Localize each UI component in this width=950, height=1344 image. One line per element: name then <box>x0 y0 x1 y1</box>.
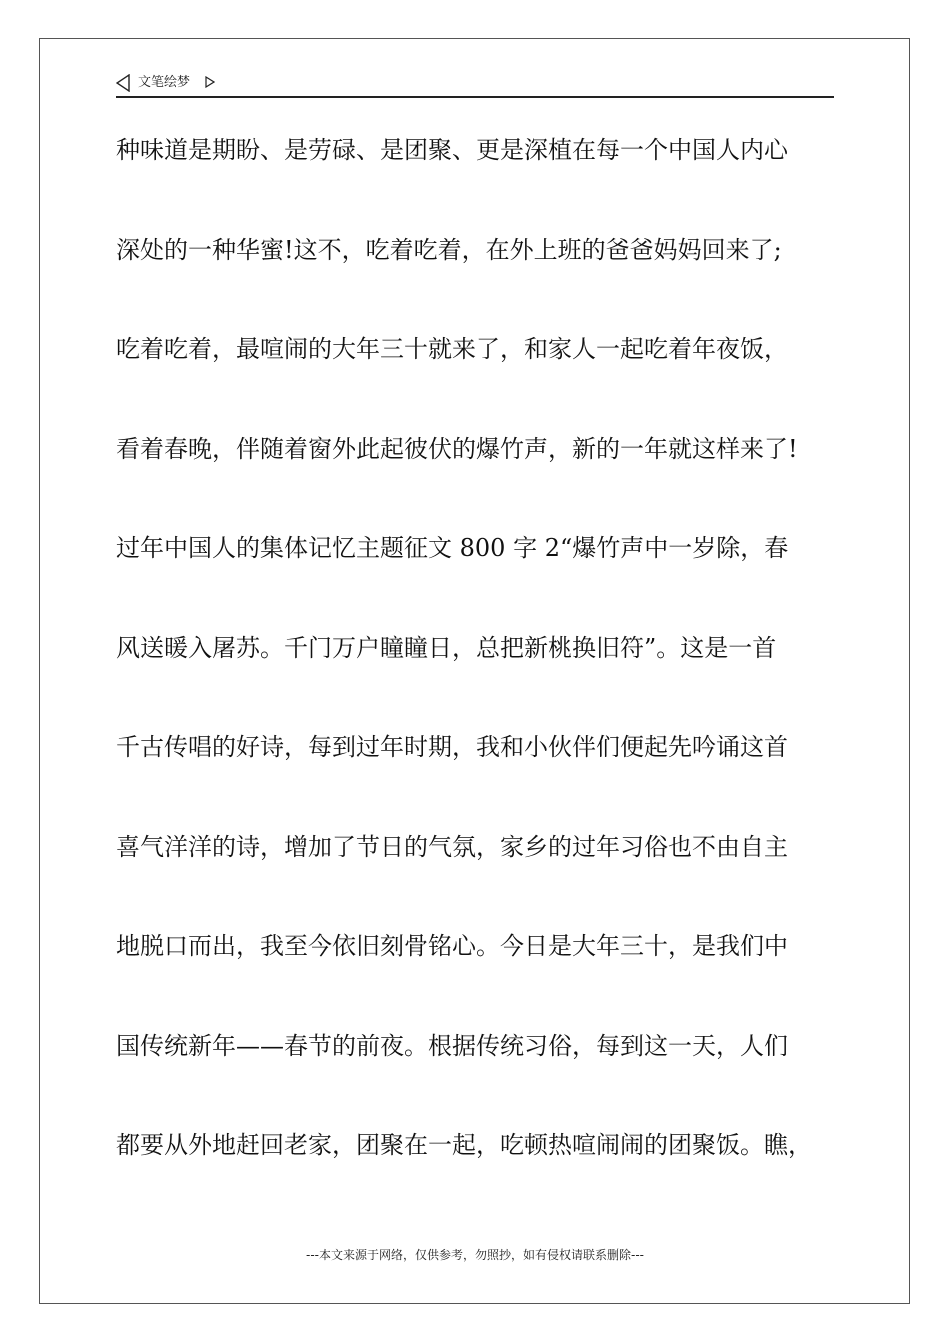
body-text <box>116 130 846 1225</box>
text-line: 深处的一种华蜜!这不，吃着吃着，在外上班的爸爸妈妈回来了; <box>116 235 782 264</box>
footer-disclaimer: ---本文来源于网络，仅供参考，勿照抄，如有侵权请联系删除--- <box>306 1248 644 1262</box>
text-line: 看着春晚，伴随着窗外此起彼伏的爆竹声，新的一年就这样来了! <box>116 434 798 463</box>
text-line: 地脱口而出，我至今依旧刻骨铭心。今日是大年三十，是我们中 <box>116 932 788 960</box>
text-line: 吃着吃着，最喧闹的大年三十就来了，和家人一起吃着年夜饭， <box>116 335 788 363</box>
triangle-right-icon <box>205 76 215 88</box>
text-line: 喜气洋洋的诗，增加了节日的气氛，家乡的过年习俗也不由自主 <box>116 832 788 861</box>
text-line: 种味道是期盼、是劳碌、是团聚、更是深植在每一个中国人内心 <box>116 136 788 164</box>
text-line: 国传统新年——春节的前夜。根据传统习俗，每到这一天，人们 <box>116 1031 788 1060</box>
text-line: 千古传唱的好诗，每到过年时期，我和小伙伴们便起先吟诵这首 <box>116 733 788 761</box>
header-title: 文笔绘梦 <box>138 75 191 90</box>
text-line: 都要从外地赶回老家，团聚在一起，吃顿热喧闹闹的团聚饭。瞧， <box>116 1131 812 1159</box>
text-line: 过年中国人的集体记忆主题征文 800 字 2“爆竹声中一岁除，春 <box>116 534 789 562</box>
text-line: 风送暖入屠苏。千门万户瞳瞳日，总把新桃换旧符”。这是一首 <box>116 633 777 662</box>
page-header <box>116 72 834 98</box>
triangle-left-icon <box>116 74 130 92</box>
